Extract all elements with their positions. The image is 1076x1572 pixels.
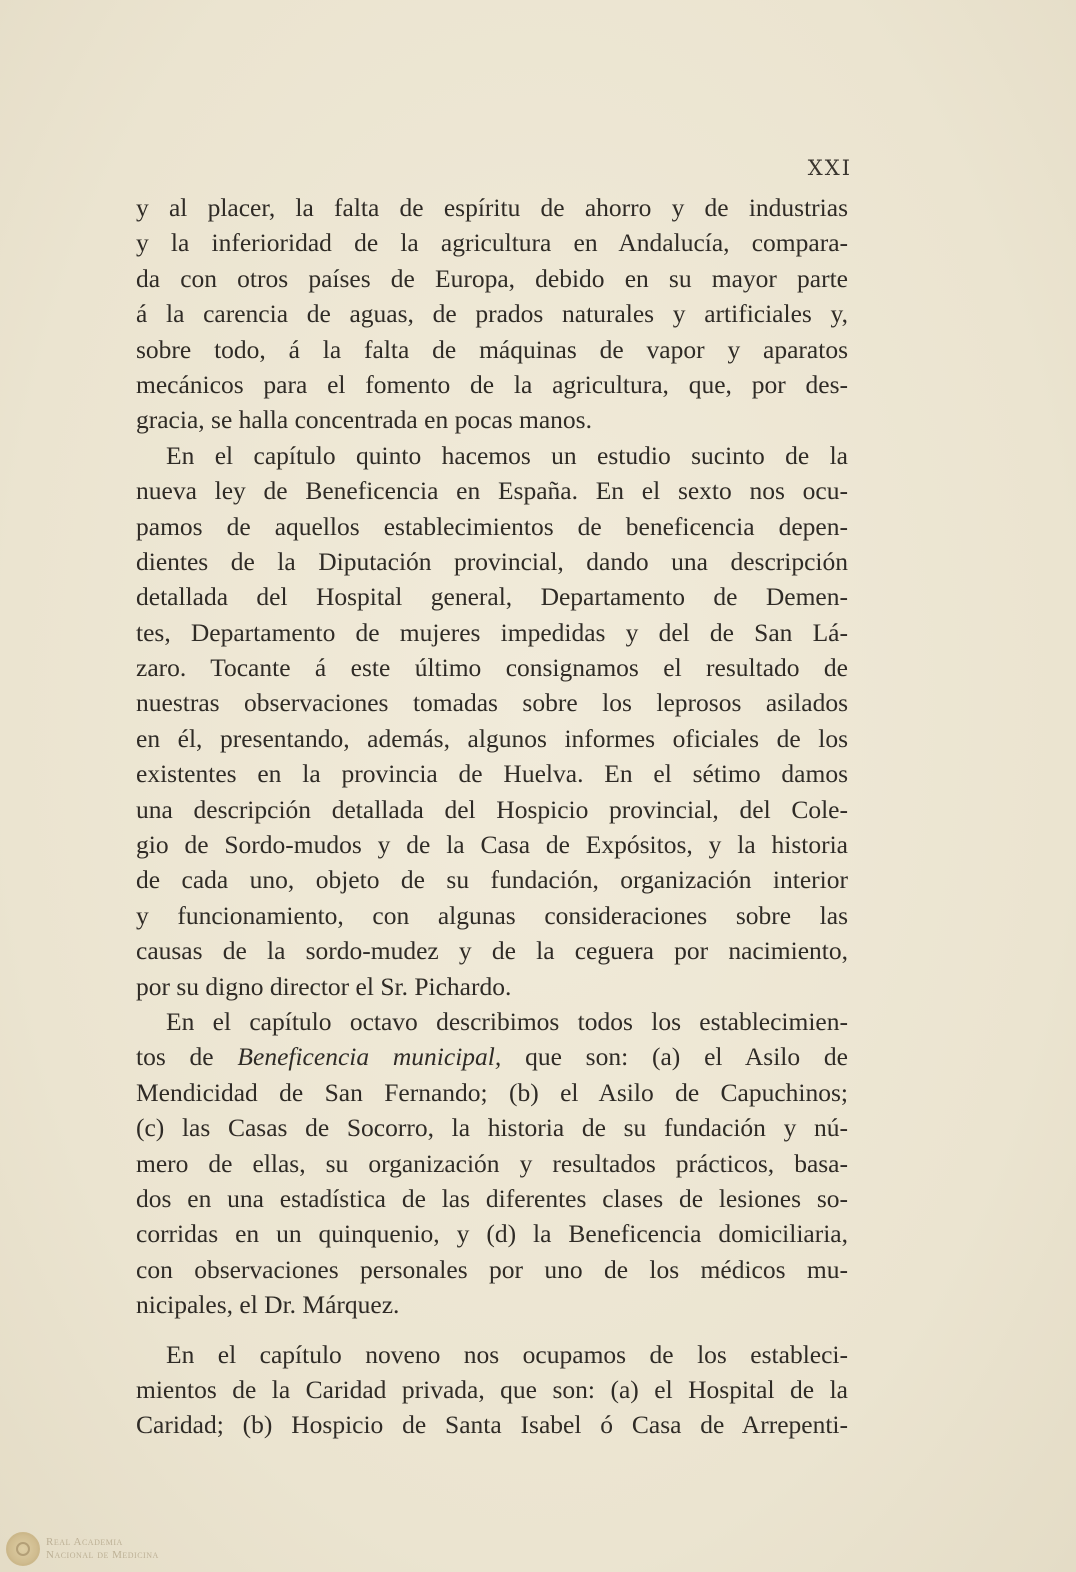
text-line: mientos de la Caridad privada, que son: (a) el Hospital de la (136, 1374, 848, 1404)
body-text (136, 190, 848, 1443)
text-line: por su digno director el Sr. Pichardo. (136, 971, 512, 1001)
text-line: dos en una estadística de las diferentes clases de lesiones so- (136, 1183, 848, 1213)
watermark (6, 1532, 159, 1566)
text-line: En el capítulo octavo describimos todos los establecimien- (166, 1006, 848, 1036)
paragraph-gap (136, 1323, 848, 1337)
text-line: y la inferioridad de la agricultura en Andalucía, compara- (136, 228, 848, 258)
text-line: da con otros países de Europa, debido en su mayor parte (136, 263, 848, 293)
text-line: en él, presentando, además, algunos informes oficiales de los (136, 723, 848, 753)
text-line: dientes de la Diputación provincial, dando una descripción (136, 546, 848, 576)
watermark-line: Real Academia (46, 1536, 123, 1548)
text-line: gio de Sordo-mudos y de la Casa de Expósitos, y la historia (136, 830, 848, 860)
text-line: En el capítulo noveno nos ocupamos de los estableci- (166, 1339, 848, 1369)
text-fragment: que son: (a) el Asilo de (525, 1042, 848, 1072)
text-fragment: tos de (136, 1042, 214, 1072)
text-line: tes, Departamento de mujeres impedidas y del de San Lá- (136, 617, 848, 647)
text-line: nicipales, el Dr. Márquez. (136, 1290, 400, 1320)
text-line: Caridad; (b) Hospicio de Santa Isabel ó Casa de Arrepenti- (136, 1410, 848, 1440)
text-line: nueva ley de Beneficencia en España. En el sexto nos ocu- (136, 476, 848, 506)
text-line: detallada del Hospital general, Departamento de Demen- (136, 582, 848, 612)
text-line: con observaciones personales por uno de los médicos mu- (136, 1254, 848, 1284)
italic-term: Beneficencia municipal, (237, 1042, 502, 1072)
text-line: sobre todo, á la falta de máquinas de vapor y aparatos (136, 334, 848, 364)
watermark-text (46, 1536, 159, 1562)
text-line: á la carencia de aguas, de prados naturales y artificiales y, (136, 299, 848, 329)
text-line: mero de ellas, su organización y resultados prácticos, basa- (136, 1148, 848, 1178)
text-line: corridas en un quinquenio, y (d) la Beneficencia domiciliaria, (136, 1219, 848, 1249)
text-line: mecánicos para el fomento de la agricultura, que, por des- (136, 369, 848, 399)
text-line: una descripción detallada del Hospicio provincial, del Cole- (136, 794, 848, 824)
text-line: y al placer, la falta de espíritu de ahorro y de industrias (136, 193, 848, 222)
text-line: (c) las Casas de Socorro, la historia de su fundación y nú- (136, 1113, 848, 1143)
text-line: nuestras observaciones tomadas sobre los leprosos asilados (136, 688, 848, 718)
page-number: XXI (807, 156, 852, 180)
text-line: y funcionamiento, con algunas consideraciones sobre las (136, 900, 848, 930)
text-line: pamos de aquellos establecimientos de beneficencia depen- (136, 511, 848, 541)
text-line: gracia, se halla concentrada en pocas manos. (136, 405, 592, 435)
text-line: causas de la sordo-mudez y de la ceguera por nacimiento, (136, 936, 848, 966)
text-line: existentes en la provincia de Huelva. En el sétimo damos (136, 759, 848, 789)
academy-seal-icon (6, 1532, 40, 1566)
text-line: En el capítulo quinto hacemos un estudio sucinto de la (166, 440, 848, 470)
text-line: de cada uno, objeto de su fundación, organización interior (136, 865, 848, 895)
watermark-line: Nacional de Medicina (46, 1549, 159, 1561)
text-line: zaro. Tocante á este último consignamos el resultado de (136, 653, 848, 683)
text-line: Mendicidad de San Fernando; (b) el Asilo de Capuchinos; (136, 1077, 848, 1107)
text-line-with-italic (136, 1039, 848, 1074)
